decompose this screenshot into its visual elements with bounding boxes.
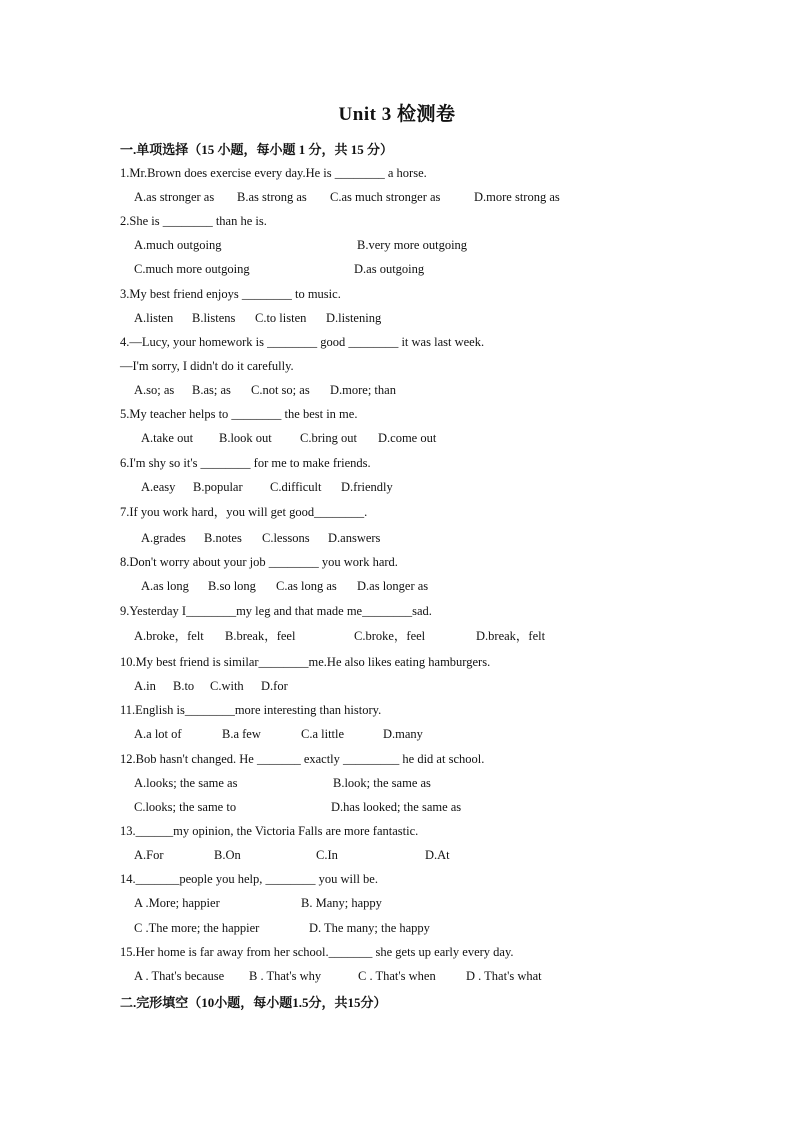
question-9-option: C.broke，feel <box>354 629 426 643</box>
question-9-option: B.break，feel <box>225 629 296 643</box>
question-13-option: B.On <box>214 848 241 862</box>
question-4-option: A.so; as <box>134 383 175 397</box>
question-14-option: D. The many; the happy <box>309 921 430 935</box>
question-5-stem: 5.My teacher helps to ________ the best in me. <box>120 407 358 421</box>
question-7-stem: 7.If you work hard，you will get good________. <box>120 505 368 519</box>
question-2-option: C.much more outgoing <box>134 262 250 276</box>
question-2-option: A.much outgoing <box>134 238 222 252</box>
question-12-option: D.has looked; the same as <box>331 800 462 814</box>
question-4-stem: —I'm sorry, I didn't do it carefully. <box>120 359 294 373</box>
question-13-option: C.In <box>316 848 338 862</box>
question-6-option: B.popular <box>193 480 243 494</box>
question-1-stem: 1.Mr.Brown does exercise every day.He is ________ a horse. <box>120 166 427 180</box>
page-title: Unit 3 检测卷 <box>338 104 456 125</box>
question-10-option: C.with <box>210 679 244 693</box>
question-2-option: B.very more outgoing <box>357 238 468 252</box>
question-4-stem: 4.—Lucy, your homework is ________ good ________ it was last week. <box>120 335 485 349</box>
question-14-stem: 14._______people you help, ________ you will be. <box>120 872 378 886</box>
question-11-option: A.a lot of <box>134 727 182 741</box>
question-1-option: D.more strong as <box>474 190 560 204</box>
question-14-option: C .The more; the happier <box>134 921 260 935</box>
question-7-option: C.lessons <box>262 531 310 545</box>
question-8-option: D.as longer as <box>357 579 429 593</box>
section-heading-cloze: 二.完形填空（10小题，每小题1.5分，共15分） <box>120 995 387 1010</box>
question-15-option: C . That's when <box>358 969 436 983</box>
question-5-option: D.come out <box>378 431 437 445</box>
question-7-option: D.answers <box>328 531 381 545</box>
question-6-option: D.friendly <box>341 480 393 494</box>
question-6-stem: 6.I'm shy so it's ________ for me to make friends. <box>120 456 371 470</box>
question-11-stem: 11.English is________more interesting than history. <box>120 703 382 717</box>
question-7-option: B.notes <box>204 531 242 545</box>
question-3-option: B.listens <box>192 311 236 325</box>
question-1-option: A.as stronger as <box>134 190 215 204</box>
question-5-option: C.bring out <box>300 431 357 445</box>
question-2-option: D.as outgoing <box>354 262 425 276</box>
question-12-option: A.looks; the same as <box>134 776 238 790</box>
question-15-stem: 15.Her home is far away from her school._______ she gets up early every day. <box>120 945 514 959</box>
question-14-option: B. Many; happy <box>301 896 382 910</box>
question-10-option: A.in <box>134 679 156 693</box>
question-1-option: B.as strong as <box>237 190 307 204</box>
question-3-stem: 3.My best friend enjoys ________ to music. <box>120 287 341 301</box>
question-5-option: B.look out <box>219 431 272 445</box>
question-4-option: C.not so; as <box>251 383 310 397</box>
question-4-option: D.more; than <box>330 383 396 397</box>
question-9-option: A.broke，felt <box>134 629 204 643</box>
question-2-stem: 2.She is ________ than he is. <box>120 214 267 228</box>
question-8-option: A.as long <box>141 579 189 593</box>
question-1-option: C.as much stronger as <box>330 190 441 204</box>
question-11-option: D.many <box>383 727 423 741</box>
question-3-option: C.to listen <box>255 311 307 325</box>
question-13-option: A.For <box>134 848 164 862</box>
question-6-option: A.easy <box>141 480 176 494</box>
question-3-option: D.listening <box>326 311 382 325</box>
question-8-option: C.as long as <box>276 579 337 593</box>
question-11-option: C.a little <box>301 727 345 741</box>
question-9-option: D.break，felt <box>476 629 546 643</box>
section-heading-multiple-choice: 一.单项选择（15 小题，每小题 1 分，共 15 分） <box>120 142 394 157</box>
question-7-option: A.grades <box>141 531 186 545</box>
question-12-option: B.look; the same as <box>333 776 431 790</box>
question-4-option: B.as; as <box>192 383 231 397</box>
question-6-option: C.difficult <box>270 480 322 494</box>
question-11-option: B.a few <box>222 727 261 741</box>
question-12-option: C.looks; the same to <box>134 800 237 814</box>
question-15-option: B . That's why <box>249 969 322 983</box>
question-5-option: A.take out <box>141 431 194 445</box>
question-12-stem: 12.Bob hasn't changed. He _______ exactly _________ he did at school. <box>120 752 485 766</box>
question-14-option: A .More; happier <box>134 896 220 910</box>
question-13-option: D.At <box>425 848 450 862</box>
question-13-stem: 13.______my opinion, the Victoria Falls are more fantastic. <box>120 824 419 838</box>
question-15-option: A . That's because <box>134 969 225 983</box>
question-9-stem: 9.Yesterday I________my leg and that made me________sad. <box>120 604 432 618</box>
question-3-option: A.listen <box>134 311 174 325</box>
question-10-stem: 10.My best friend is similar________me.He also likes eating hamburgers. <box>120 655 491 669</box>
question-8-stem: 8.Don't worry about your job ________ you work hard. <box>120 555 398 569</box>
question-10-option: D.for <box>261 679 288 693</box>
question-8-option: B.so long <box>208 579 256 593</box>
question-15-option: D . That's what <box>466 969 542 983</box>
question-10-option: B.to <box>173 679 195 693</box>
